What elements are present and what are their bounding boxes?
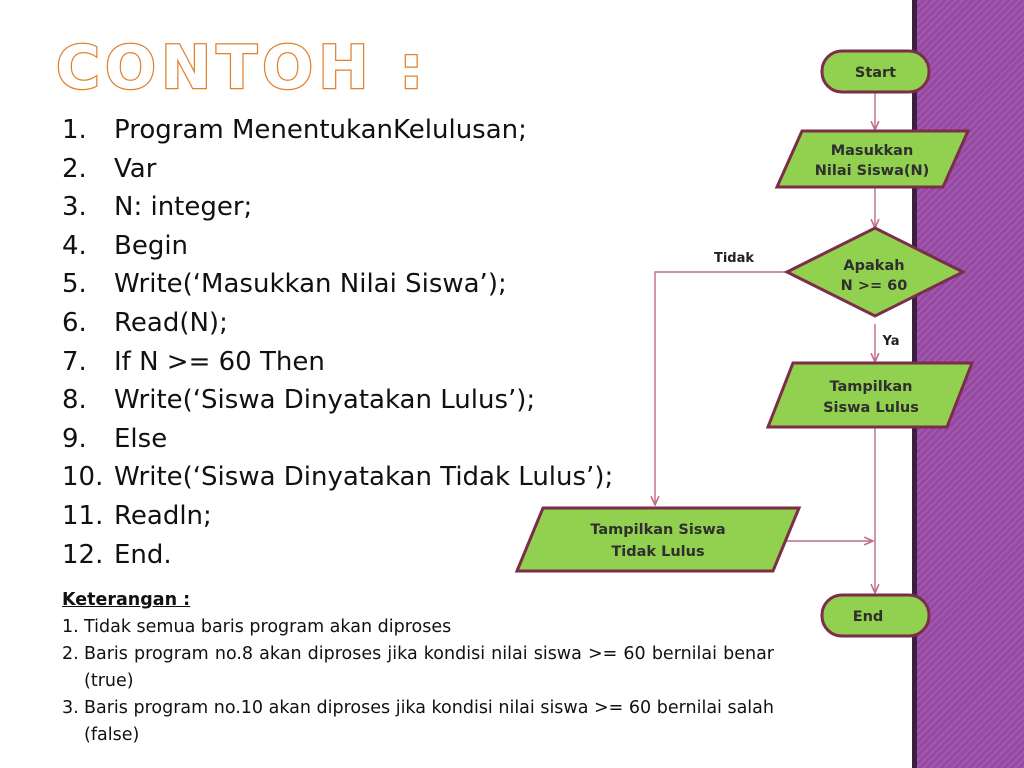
code-line-text: Var	[114, 153, 157, 184]
note-text: Tidak semua baris program akan diproses	[84, 617, 452, 637]
code-line-text: Write(‘Masukkan Nilai Siswa’);	[114, 269, 507, 300]
note-number: 3.	[62, 698, 79, 718]
code-line-number: 7.	[62, 346, 87, 377]
output-tidak-lulus-label-line-2: Tidak Lulus	[611, 544, 705, 560]
code-line-text: Begin	[114, 230, 189, 261]
note-number: 2.	[62, 644, 79, 664]
output-lulus-label-line-2: Siswa Lulus	[823, 400, 919, 416]
code-line-text: Else	[114, 423, 168, 454]
notes-title: Keterangan :	[62, 590, 191, 610]
code-line-number: 12.	[62, 539, 104, 570]
code-line-text: End.	[114, 539, 172, 570]
code-line-text: Write(‘Siswa Dinyatakan Tidak Lulus’);	[114, 462, 614, 493]
branch-label-yes: Ya	[882, 334, 900, 349]
code-line-number: 10.	[62, 462, 104, 493]
slide-title: CONTOH :	[56, 33, 429, 103]
end-label: End	[852, 609, 884, 625]
code-line-number: 6.	[62, 307, 87, 338]
output-tidak-lulus-label-line-1: Tampilkan Siswa	[590, 522, 726, 538]
decision-label-line-2: N >= 60	[840, 278, 908, 294]
output-tidak-lulus-parallelogram	[517, 508, 799, 571]
code-line-text: Readln;	[114, 500, 212, 531]
code-line-number: 9.	[62, 423, 87, 454]
code-line-text: Read(N);	[114, 307, 228, 338]
code-line-number: 8.	[62, 385, 87, 416]
note-number: 1.	[62, 617, 79, 637]
code-line-number: 11.	[62, 500, 104, 531]
code-line-number: 1.	[62, 115, 87, 145]
connector-decision-to-no-output	[655, 272, 787, 505]
branch-label-no: Tidak	[713, 251, 755, 266]
start-label: Start	[854, 65, 897, 81]
output-lulus-parallelogram	[768, 363, 972, 427]
decision-label-line-1: Apakah	[843, 258, 905, 274]
input-label-line-2: Nilai Siswa(N)	[814, 163, 930, 179]
code-line-text: Program MenentukanKelulusan;	[114, 115, 527, 145]
code-line-text: If N >= 60 Then	[114, 346, 325, 377]
code-line-number: 4.	[62, 230, 87, 261]
code-line-number: 2.	[62, 153, 87, 184]
input-label-line-1: Masukkan	[830, 143, 914, 159]
note-text: Baris program no.8 akan diproses jika kondisi nilai siswa >= 60 bernilai benar (true)	[84, 644, 774, 691]
note-text: Baris program no.10 akan diproses jika kondisi nilai siswa >= 60 bernilai salah (false)	[84, 698, 774, 745]
code-line-number: 3.	[62, 192, 87, 223]
code-line-text: Write(‘Siswa Dinyatakan Lulus’);	[114, 385, 536, 416]
output-lulus-label-line-1: Tampilkan	[829, 379, 913, 395]
code-line-number: 5.	[62, 269, 87, 300]
code-line-text: N: integer;	[114, 192, 253, 223]
